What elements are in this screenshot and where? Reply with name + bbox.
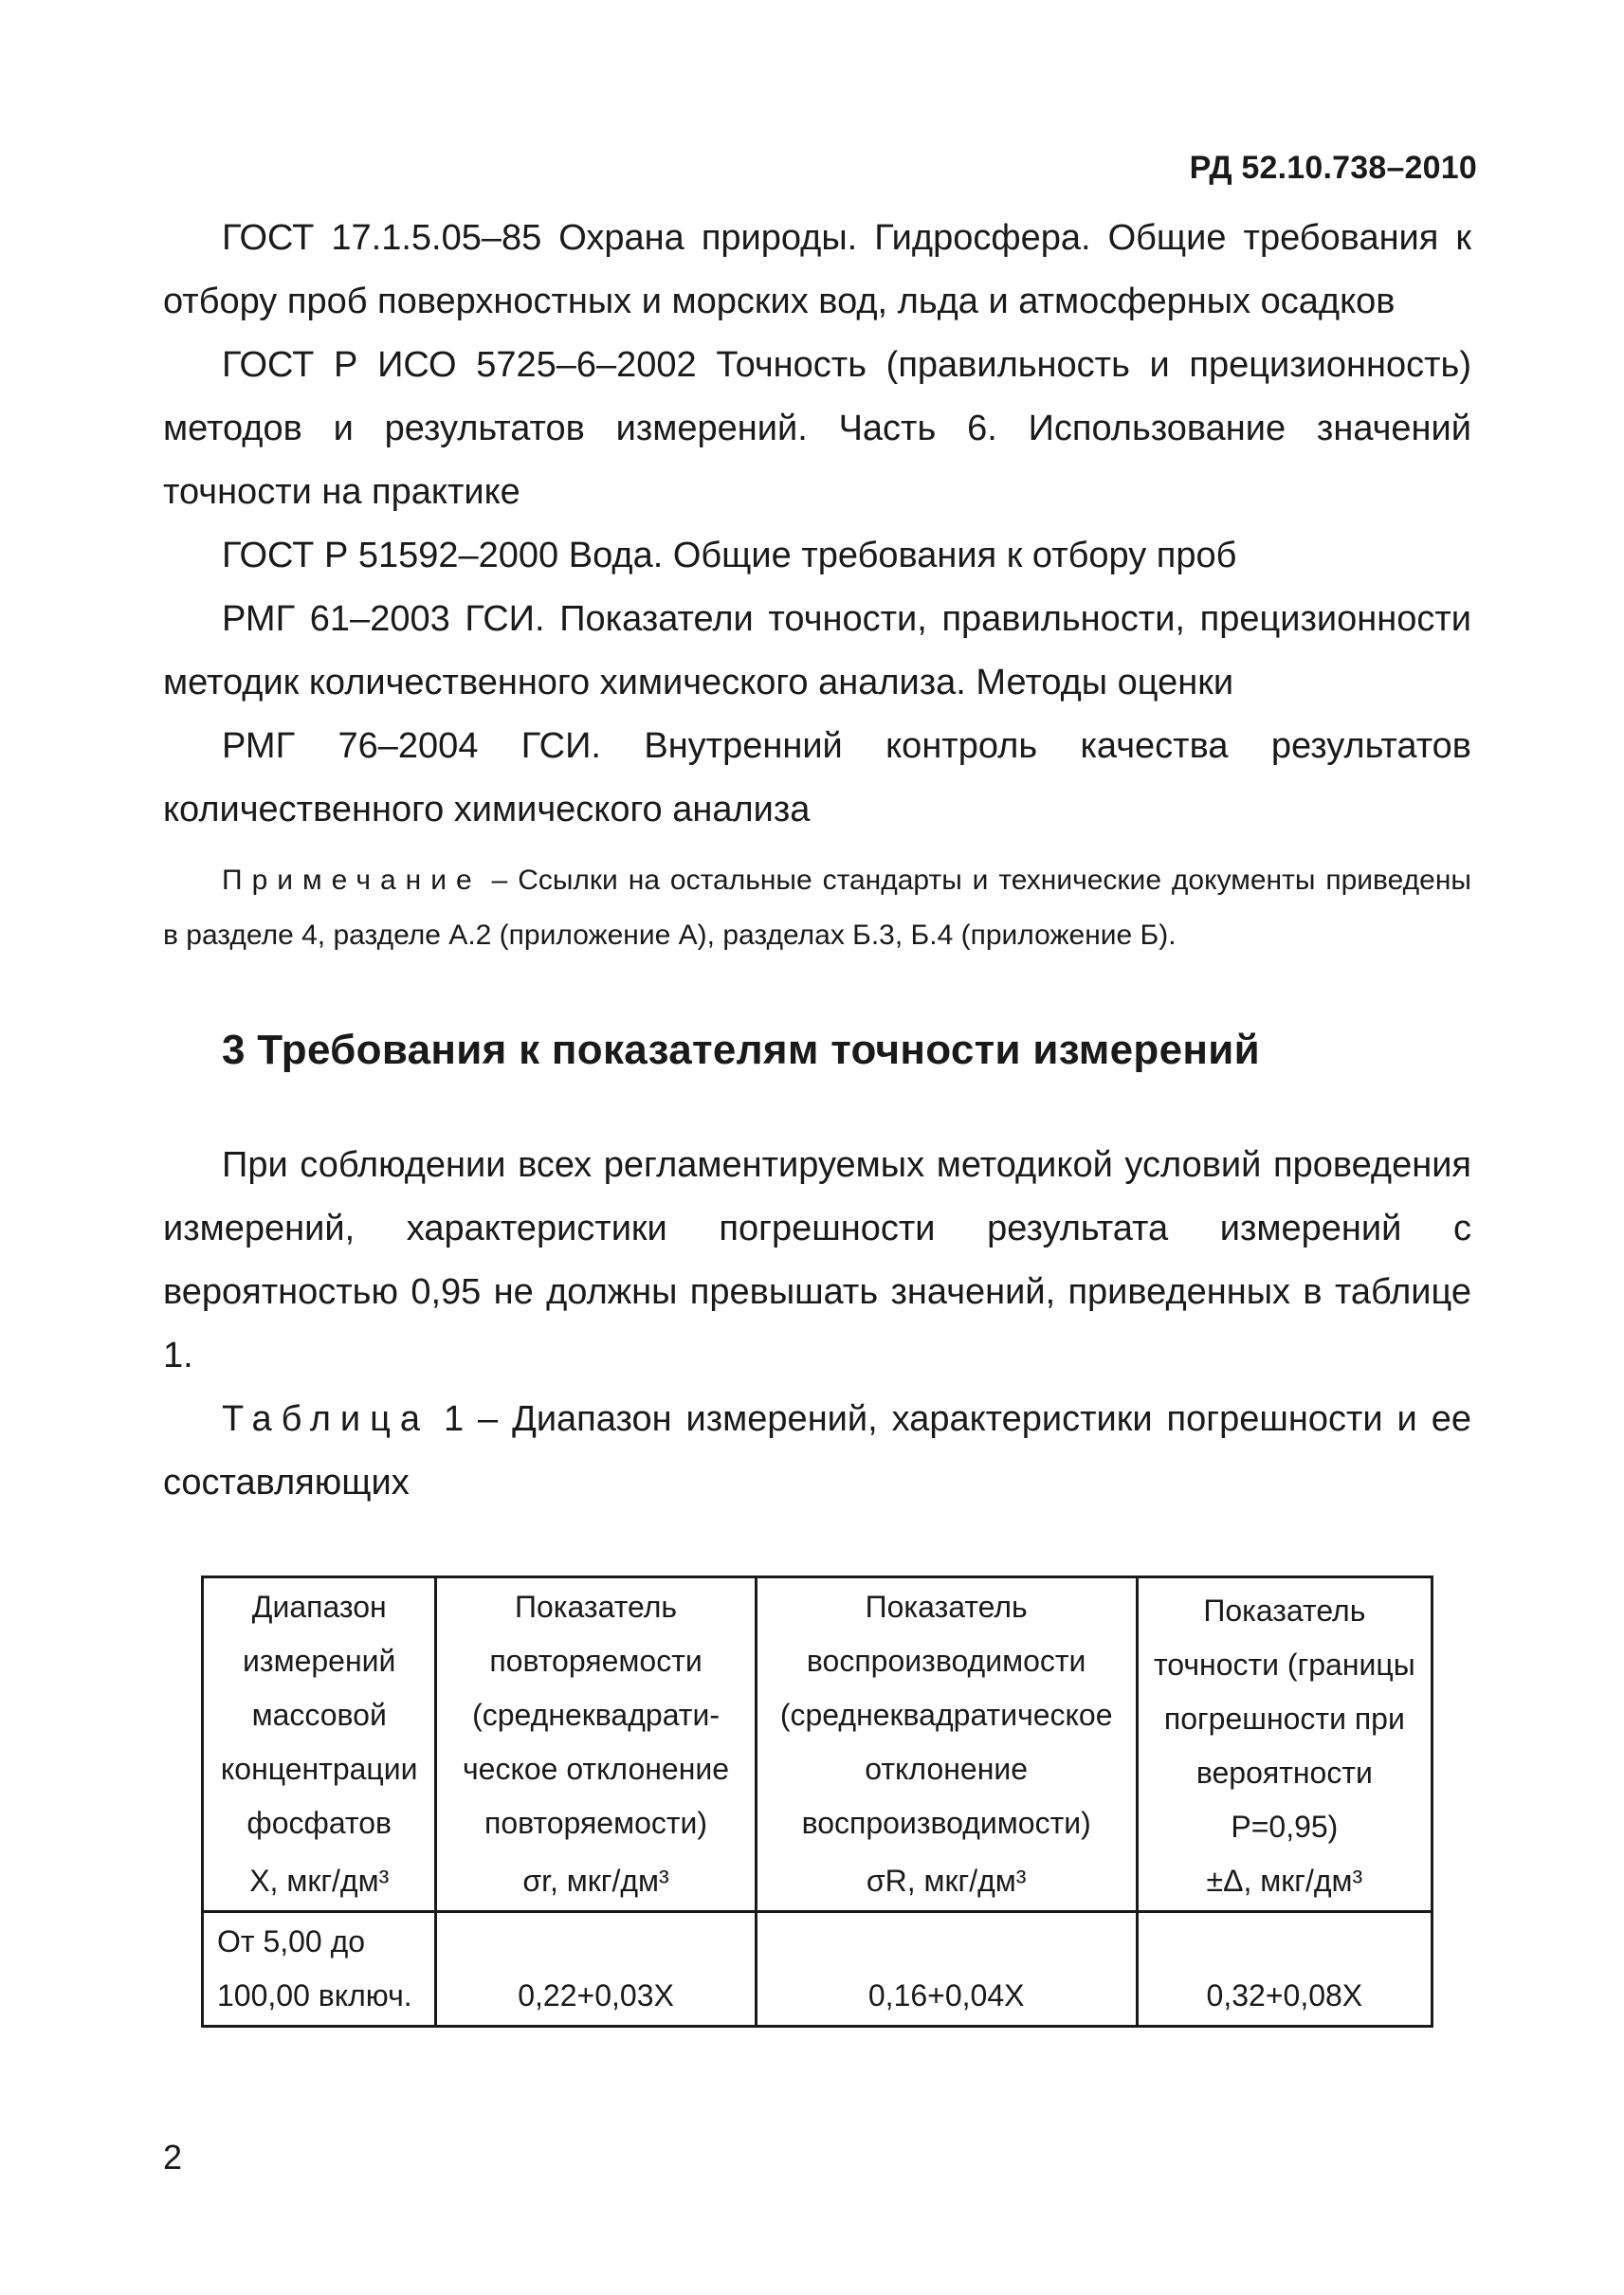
reference-gost-17: ГОСТ 17.1.5.05–85 Охрана природы. Гидросфера. Общие требования к отбору проб поверхностных и морских вод, льда и атмосферных осадков [163,218,1471,321]
document-body [163,207,1471,1515]
note [163,853,1471,963]
header-cell-accuracy [1137,1577,1432,1912]
header-cell-range [203,1577,436,1912]
table-cell-reproducibility: 0,16+0,04X [756,1912,1137,2027]
header-unit: σR, мкг/дм³ [866,1864,1027,1898]
table-row [203,1912,1432,2027]
section-body: При соблюдении всех регламентируемых методикой условий проведения измерений, характеристики погрешности результата измерений с вероятностью 0,95 не должны превышать значений, приведенных в таблице 1. [163,1145,1471,1375]
accuracy-table [201,1576,1433,2028]
note-label: Примечание [222,865,482,896]
header-title: Показатель воспроизводимости (среднеквадратическое отклонение воспроизводимости) [779,1590,1113,1840]
header-title: Показатель повторяемости (среднеквадратическое отклонение повторяемости) [463,1590,730,1840]
note-dash: – [481,865,519,896]
table-cell-accuracy: 0,32+0,08X [1137,1912,1432,2027]
reference-rmg-61: РМГ 61–2003 ГСИ. Показатели точности, правильности, прецизионности методик количественного химического анализа. Методы оценки [163,599,1471,702]
header-cell-repeatability [436,1577,756,1912]
header-title: Диапазон измерений массовой концентрации фосфатов [220,1590,418,1840]
header-unit: X, мкг/дм³ [249,1864,390,1898]
header-unit: σr, мкг/дм³ [522,1864,669,1898]
reference-gost-iso-5725: ГОСТ Р ИСО 5725–6–2002 Точность (правильность и прецизионность) методов и результатов измерений. Часть 6. Использование значений точности на практике [163,345,1471,512]
table-cell-range: От 5,00 до 100,00 включ. [203,1912,436,2027]
note-text: Ссылки на остальные стандарты и технические документы приведены в разделе 4, разделе А.2 (приложение А), разделах Б.3, Б.4 (приложение Б). [163,865,1471,951]
document-code: РД 52.10.738–2010 [1189,150,1477,186]
reference-rmg-76: РМГ 76–2004 ГСИ. Внутренний контроль качества результатов количественного химического анализа [163,726,1471,829]
page-number: 2 [163,2138,183,2177]
table-caption [163,1388,1471,1515]
header-unit: ±Δ, мкг/дм³ [1206,1864,1363,1898]
reference-gost-51592: ГОСТ Р 51592–2000 Вода. Общие требования к отбору проб [222,536,1237,575]
header-cell-reproducibility [756,1577,1137,1912]
section-heading: 3 Требования к показателям точности измерений [222,1027,1260,1073]
table-caption-label: Таблица [222,1399,429,1439]
table-header-row [203,1577,1432,1912]
header-title: Показатель точности (границы погрешности при вероятности P=0,95) [1153,1594,1415,1844]
table-cell-repeatability: 0,22+0,03X [436,1912,756,2027]
table-caption-text: 1 – Диапазон измерений, характеристики погрешности и ее составляющих [163,1399,1471,1503]
